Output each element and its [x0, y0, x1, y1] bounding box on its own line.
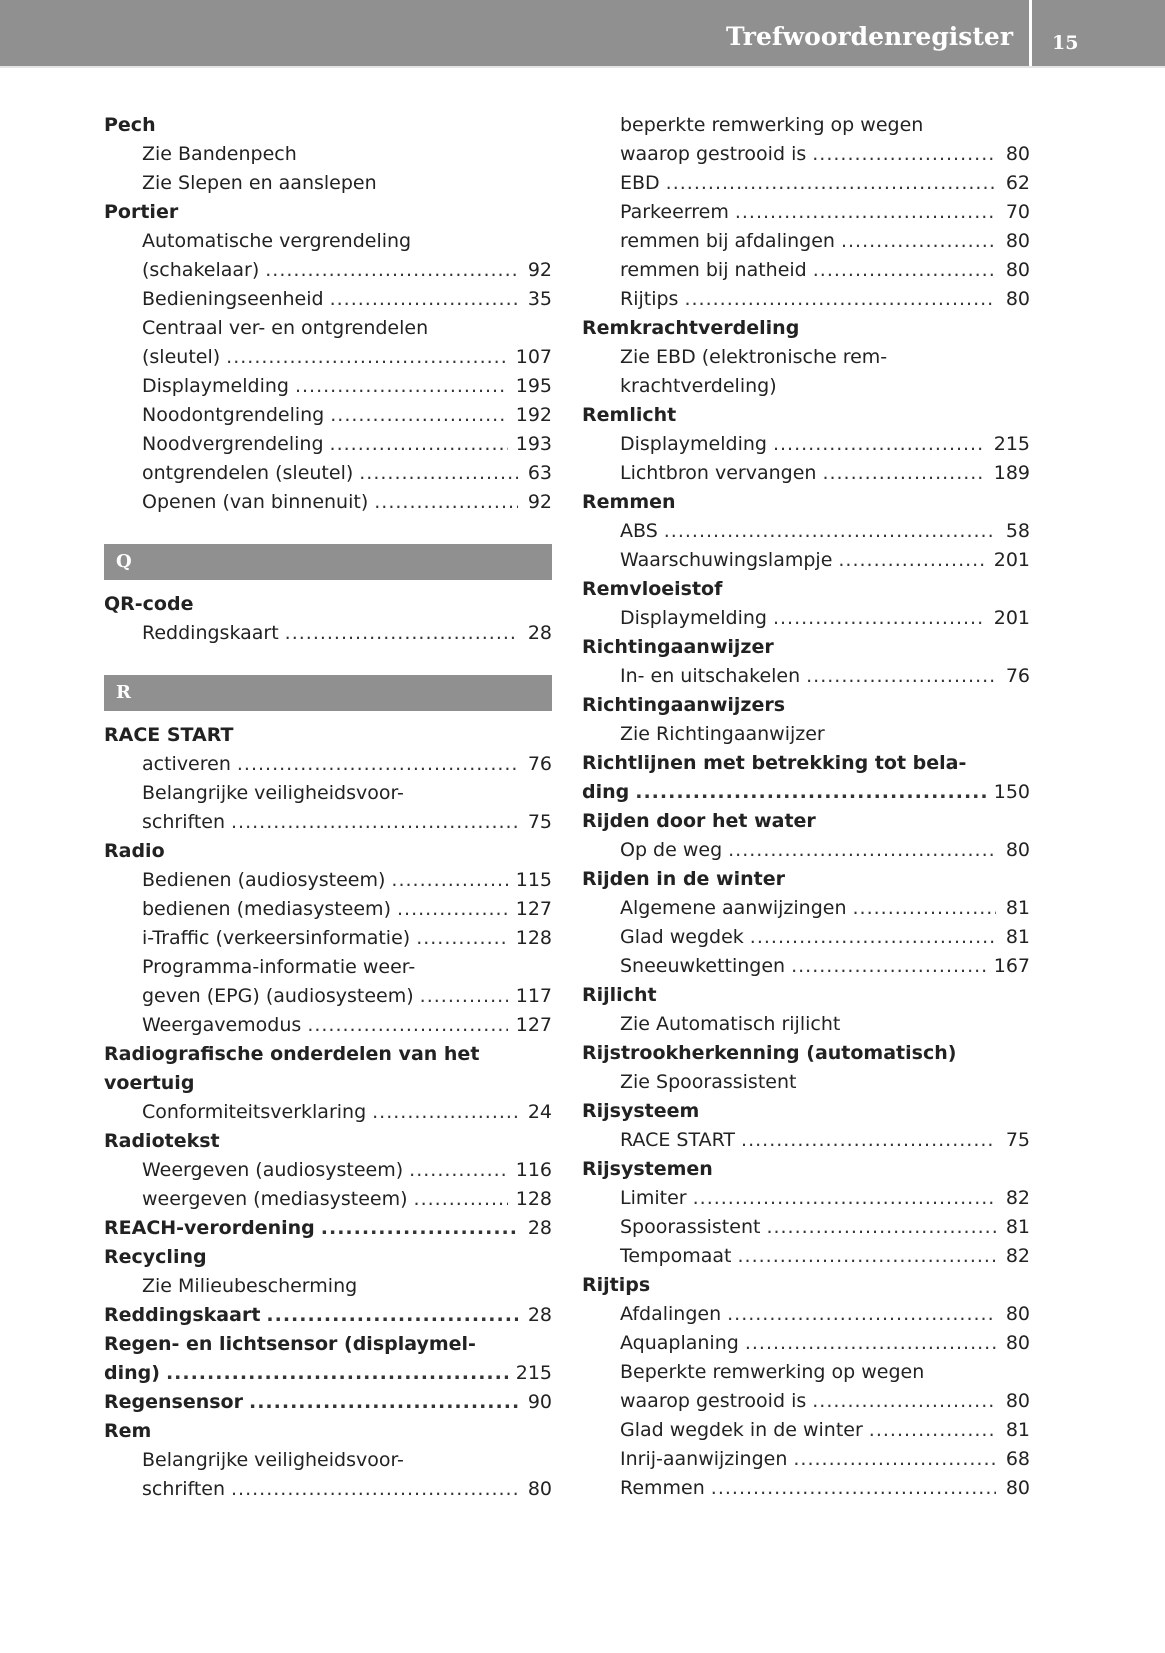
entry-text: Zie Slepen en aanslepen — [142, 172, 377, 194]
page-reference: 58 — [1005, 520, 1030, 542]
dot-leader — [330, 285, 518, 314]
index-subentry — [582, 1387, 1030, 1416]
dot-leader — [321, 1214, 518, 1243]
dot-leader — [791, 952, 986, 981]
entry-text: Beperkte remwerking op wegen — [620, 1361, 925, 1383]
entry-text: Richtingaanwijzers — [582, 694, 786, 716]
page-reference: 35 — [527, 288, 552, 310]
entry-text: Openen (van binnenuit) — [142, 491, 369, 513]
page-reference: 80 — [1005, 1477, 1030, 1499]
index-subentry — [582, 952, 1030, 981]
page-reference: 81 — [1005, 1216, 1030, 1238]
index-entry — [582, 807, 1030, 836]
index-subentry — [582, 198, 1030, 227]
entry-text: weergeven (mediasysteem) — [142, 1188, 408, 1210]
page-reference: 82 — [1005, 1187, 1030, 1209]
entry-text: Displaymelding — [620, 433, 767, 455]
dot-leader — [812, 140, 996, 169]
entry-text: Remlicht — [582, 404, 677, 426]
page-reference: 127 — [515, 1014, 552, 1036]
entry-text: Rijsysteem — [582, 1100, 700, 1122]
page-reference: 80 — [1005, 1332, 1030, 1354]
letter-heading: Q — [104, 544, 552, 580]
index-subentry — [104, 1011, 552, 1040]
entry-text: ding) — [104, 1362, 160, 1384]
index-subentry — [104, 1475, 552, 1504]
index-subentry — [104, 256, 552, 285]
index-subentry — [582, 256, 1030, 285]
index-subentry — [582, 894, 1030, 923]
entry-text: Displaymelding — [142, 375, 289, 397]
dot-leader — [745, 1329, 996, 1358]
index-subentry — [582, 1068, 1030, 1097]
page-header — [0, 0, 1165, 68]
entry-text: Belangrijke veiligheidsvoor- — [142, 782, 404, 804]
dot-leader — [869, 1416, 996, 1445]
dot-leader — [359, 459, 518, 488]
entry-text: In- en uitschakelen — [620, 665, 801, 687]
page-reference: 28 — [527, 622, 552, 644]
entry-text: RACE START — [620, 1129, 736, 1151]
entry-text: Displaymelding — [620, 607, 767, 629]
dot-leader — [420, 982, 508, 1011]
dot-leader — [664, 517, 996, 546]
entry-text: Recycling — [104, 1246, 207, 1268]
dot-leader — [841, 227, 996, 256]
index-subentry — [582, 923, 1030, 952]
page-reference: 28 — [527, 1217, 552, 1239]
page-reference: 116 — [515, 1159, 552, 1181]
entry-text: Inrij-aanwijzingen — [620, 1448, 788, 1470]
index-subentry — [582, 227, 1030, 256]
entry-text: RACE START — [104, 724, 234, 746]
entry-text: bedienen (mediasysteem) — [142, 898, 391, 920]
index-subentry — [104, 779, 552, 808]
dot-leader — [806, 662, 996, 691]
index-entry — [104, 1388, 552, 1417]
entry-text: Waarschuwingslampje — [620, 549, 833, 571]
index-subentry — [582, 1242, 1030, 1271]
entry-text: Rijtips — [582, 1274, 651, 1296]
index-subentry — [582, 343, 1030, 372]
index-entry — [104, 1069, 552, 1098]
entry-text: Remvloeistof — [582, 578, 723, 600]
index-entry — [582, 1097, 1030, 1126]
dot-leader — [237, 750, 518, 779]
index-entry — [104, 111, 552, 140]
dot-leader — [285, 619, 518, 648]
entry-text: Aquaplaning — [620, 1332, 739, 1354]
entry-text: waarop gestrooid is — [620, 1390, 807, 1412]
index-subentry — [582, 1474, 1030, 1503]
index-entry — [104, 1214, 552, 1243]
index-subentry — [104, 227, 552, 256]
entry-text: Reddingskaart — [142, 622, 279, 644]
entry-text: Regen- en lichtsensor (displaymel- — [104, 1333, 476, 1355]
index-subentry — [582, 459, 1030, 488]
entry-text: Glad wegdek in de winter — [620, 1419, 863, 1441]
page-reference: 80 — [1005, 288, 1030, 310]
index-subentry — [104, 924, 552, 953]
dot-leader — [813, 256, 996, 285]
dot-leader — [711, 1474, 996, 1503]
dot-leader — [666, 169, 996, 198]
dot-leader — [822, 459, 985, 488]
page-reference: 80 — [527, 1478, 552, 1500]
entry-text: Limiter — [620, 1187, 687, 1209]
index-subentry — [104, 808, 552, 837]
dot-leader — [728, 836, 996, 865]
index-subentry — [104, 459, 552, 488]
entry-text: Richtingaanwijzer — [582, 636, 774, 658]
page-reference: 76 — [527, 753, 552, 775]
entry-text: schriften — [142, 1478, 226, 1500]
entry-text: Lichtbron vervangen — [620, 462, 817, 484]
index-subentry — [582, 1010, 1030, 1039]
entry-text: Rijtips — [620, 288, 679, 310]
letter-heading: R — [104, 675, 552, 711]
entry-text: REACH-verordening — [104, 1217, 315, 1239]
dot-leader — [416, 924, 508, 953]
entry-text: Tempomaat — [620, 1245, 732, 1267]
index-subentry — [582, 169, 1030, 198]
entry-text: beperkte remwerking op wegen — [620, 114, 924, 136]
dot-leader — [793, 1445, 996, 1474]
entry-text: Radiografische onderdelen van het — [104, 1043, 480, 1065]
index-subentry — [582, 1416, 1030, 1445]
index-entry — [582, 749, 1030, 778]
page-reference: 24 — [527, 1101, 552, 1123]
index-entry — [582, 575, 1030, 604]
entry-text: activeren — [142, 753, 231, 775]
page-reference: 201 — [993, 549, 1030, 571]
entry-text: Op de weg — [620, 839, 723, 861]
entry-text: Remmen — [582, 491, 676, 513]
index-subentry — [582, 1300, 1030, 1329]
entry-text: Programma-informatie weer- — [142, 956, 416, 978]
page-reference: 90 — [527, 1391, 552, 1413]
page-reference: 62 — [1005, 172, 1030, 194]
index-subentry — [582, 517, 1030, 546]
dot-leader — [409, 1156, 508, 1185]
page-reference: 80 — [1005, 839, 1030, 861]
page-reference: 195 — [515, 375, 552, 397]
index-subentry — [104, 895, 552, 924]
index-subentry — [582, 1358, 1030, 1387]
entry-text: Zie Bandenpech — [142, 143, 297, 165]
index-subentry — [582, 1184, 1030, 1213]
index-subentry — [582, 372, 1030, 401]
dot-leader — [374, 488, 518, 517]
entry-text: Weergavemodus — [142, 1014, 302, 1036]
index-subentry — [104, 169, 552, 198]
index-subentry — [104, 750, 552, 779]
index-subentry — [582, 1329, 1030, 1358]
index-entry — [582, 1271, 1030, 1300]
section-title: Trefwoordenregister — [726, 22, 1013, 51]
dot-leader — [295, 372, 508, 401]
entry-text: Remmen — [620, 1477, 705, 1499]
entry-text: Automatische vergrendeling — [142, 230, 412, 252]
dot-leader — [231, 808, 518, 837]
index-entry — [582, 401, 1030, 430]
dot-leader — [693, 1184, 996, 1213]
index-entry — [104, 590, 552, 619]
index-entry — [582, 314, 1030, 343]
index-subentry — [104, 314, 552, 343]
index-subentry — [104, 866, 552, 895]
dot-leader — [738, 1242, 996, 1271]
dot-leader — [750, 923, 996, 952]
entry-text: Spoorassistent — [620, 1216, 761, 1238]
entry-text: Zie Milieubescherming — [142, 1275, 358, 1297]
page-reference: 70 — [1005, 201, 1030, 223]
page-reference: 81 — [1005, 1419, 1030, 1441]
dot-leader — [853, 894, 996, 923]
index-subentry — [104, 1446, 552, 1475]
index-entry — [104, 1301, 552, 1330]
entry-text: Rijden in de winter — [582, 868, 785, 890]
index-subentry — [104, 1272, 552, 1301]
index-subentry — [104, 982, 552, 1011]
index-subentry — [582, 662, 1030, 691]
index-subentry — [104, 1185, 552, 1214]
entry-text: Radiotekst — [104, 1130, 220, 1152]
index-subentry — [582, 430, 1030, 459]
page-reference: 80 — [1005, 1390, 1030, 1412]
page-reference: 80 — [1005, 259, 1030, 281]
page-reference: 81 — [1005, 897, 1030, 919]
page-number: 15 — [1052, 32, 1079, 54]
index-entry — [582, 981, 1030, 1010]
entry-text: Belangrijke veiligheidsvoor- — [142, 1449, 404, 1471]
index-entry — [582, 691, 1030, 720]
index-entry — [104, 1127, 552, 1156]
entry-text: Rijstrookherkenning (automatisch) — [582, 1042, 957, 1064]
dot-leader — [166, 1359, 508, 1388]
page-reference: 215 — [515, 1362, 552, 1384]
entry-text: remmen bij afdalingen — [620, 230, 835, 252]
entry-text: remmen bij natheid — [620, 259, 807, 281]
index-subentry — [582, 1213, 1030, 1242]
entry-text: Glad wegdek — [620, 926, 744, 948]
index-entry — [104, 837, 552, 866]
index-subentry — [104, 343, 552, 372]
entry-text: Zie Richtingaanwijzer — [620, 723, 825, 745]
entry-text: Bedieningseenheid — [142, 288, 324, 310]
index-subentry — [582, 720, 1030, 749]
page-reference: 76 — [1005, 665, 1030, 687]
index-subentry — [582, 1126, 1030, 1155]
index-entry — [104, 1243, 552, 1272]
entry-text: Reddingskaart — [104, 1304, 261, 1326]
dot-leader — [414, 1185, 508, 1214]
page-reference: 128 — [515, 1188, 552, 1210]
entry-text: Rijden door het water — [582, 810, 816, 832]
page-reference: 75 — [1005, 1129, 1030, 1151]
header-divider — [1029, 0, 1032, 66]
entry-text: Algemene aanwijzingen — [620, 897, 847, 919]
index-entry — [582, 1039, 1030, 1068]
page-reference: 81 — [1005, 926, 1030, 948]
dot-leader — [249, 1388, 518, 1417]
dot-leader — [838, 546, 985, 575]
dot-leader — [372, 1098, 518, 1127]
index-entry — [104, 1330, 552, 1359]
entry-text: ding — [582, 781, 630, 803]
page-reference: 92 — [527, 259, 552, 281]
page-reference: 68 — [1005, 1448, 1030, 1470]
page-reference: 193 — [515, 433, 552, 455]
dot-leader — [307, 1011, 507, 1040]
entry-text: EBD — [620, 172, 660, 194]
entry-text: Rijsystemen — [582, 1158, 713, 1180]
index-entry — [582, 488, 1030, 517]
index-subentry — [104, 285, 552, 314]
entry-text: waarop gestrooid is — [620, 143, 807, 165]
entry-text: ontgrendelen (sleutel) — [142, 462, 354, 484]
page-reference: 80 — [1005, 143, 1030, 165]
page-reference: 80 — [1005, 230, 1030, 252]
page-reference: 201 — [993, 607, 1030, 629]
index-entry — [104, 721, 552, 750]
entry-text: Zie EBD (elektronische rem- — [620, 346, 888, 368]
entry-text: Noodontgrendeling — [142, 404, 325, 426]
entry-text: ABS — [620, 520, 658, 542]
entry-text: Remkrachtverdeling — [582, 317, 800, 339]
dot-leader — [397, 895, 508, 924]
index-entry — [104, 1417, 552, 1446]
index-subentry — [104, 1098, 552, 1127]
entry-text: i-Traffic (verkeersinformatie) — [142, 927, 411, 949]
dot-leader — [330, 401, 507, 430]
index-entry — [104, 198, 552, 227]
page-reference: 115 — [515, 869, 552, 891]
page-reference: 28 — [527, 1304, 552, 1326]
entry-text: Noodvergrendeling — [142, 433, 324, 455]
page-reference: 167 — [993, 955, 1030, 977]
dot-leader — [684, 285, 996, 314]
index-subentry — [582, 1445, 1030, 1474]
page-reference: 150 — [993, 781, 1030, 803]
index-subentry — [582, 111, 1030, 140]
page-reference: 127 — [515, 898, 552, 920]
dot-leader — [391, 866, 507, 895]
index-entry — [104, 1359, 552, 1388]
page-reference: 117 — [515, 985, 552, 1007]
index-subentry — [104, 619, 552, 648]
entry-text: Sneeuwkettingen — [620, 955, 786, 977]
page-reference: 92 — [527, 491, 552, 513]
index-subentry — [104, 488, 552, 517]
index-entry — [104, 1040, 552, 1069]
dot-leader — [812, 1387, 996, 1416]
index-subentry — [104, 1156, 552, 1185]
page-reference: 75 — [527, 811, 552, 833]
entry-text: Rem — [104, 1420, 152, 1442]
entry-text: geven (EPG) (audiosysteem) — [142, 985, 414, 1007]
page-reference: 192 — [515, 404, 552, 426]
index-entry — [582, 633, 1030, 662]
index-entry — [582, 1155, 1030, 1184]
page-reference: 63 — [527, 462, 552, 484]
entry-text: Richtlijnen met betrekking tot bela- — [582, 752, 967, 774]
entry-text: Centraal ver- en ontgrendelen — [142, 317, 429, 339]
page-reference: 107 — [515, 346, 552, 368]
entry-text: (schakelaar) — [142, 259, 260, 281]
entry-text: Parkeerrem — [620, 201, 729, 223]
dot-leader — [265, 256, 518, 285]
index-entry — [582, 865, 1030, 894]
entry-text: Zie Spoorassistent — [620, 1071, 797, 1093]
dot-leader — [773, 604, 986, 633]
index-column-right — [582, 111, 1030, 1503]
dot-leader — [266, 1301, 518, 1330]
dot-leader — [727, 1300, 996, 1329]
index-subentry — [104, 372, 552, 401]
dot-leader — [766, 1213, 996, 1242]
entry-text: Portier — [104, 201, 179, 223]
entry-text: Regensensor — [104, 1391, 243, 1413]
entry-text: (sleutel) — [142, 346, 221, 368]
index-subentry — [582, 836, 1030, 865]
entry-text: Zie Automatisch rijlicht — [620, 1013, 841, 1035]
index-subentry — [582, 546, 1030, 575]
page-reference: 82 — [1005, 1245, 1030, 1267]
entry-text: Weergeven (audiosysteem) — [142, 1159, 404, 1181]
dot-leader — [226, 343, 508, 372]
entry-text: Bedienen (audiosysteem) — [142, 869, 386, 891]
entry-text: QR-code — [104, 593, 194, 615]
entry-text: schriften — [142, 811, 226, 833]
entry-text: Afdalingen — [620, 1303, 722, 1325]
dot-leader — [735, 198, 996, 227]
entry-text: Conformiteitsverklaring — [142, 1101, 367, 1123]
entry-text: Radio — [104, 840, 165, 862]
page-reference: 215 — [993, 433, 1030, 455]
entry-text: voertuig — [104, 1072, 195, 1094]
index-subentry — [582, 140, 1030, 169]
dot-leader — [741, 1126, 996, 1155]
index-column-left — [104, 111, 552, 1504]
dot-leader — [330, 430, 508, 459]
index-subentry — [582, 604, 1030, 633]
dot-leader — [773, 430, 986, 459]
entry-text: krachtverdeling) — [620, 375, 777, 397]
index-subentry — [104, 401, 552, 430]
page-reference: 189 — [993, 462, 1030, 484]
page-reference: 128 — [515, 927, 552, 949]
index-subentry — [582, 285, 1030, 314]
index-subentry — [104, 140, 552, 169]
index-subentry — [104, 953, 552, 982]
entry-text: Pech — [104, 114, 156, 136]
page-reference: 80 — [1005, 1303, 1030, 1325]
index-subentry — [104, 430, 552, 459]
dot-leader — [231, 1475, 518, 1504]
index-entry — [582, 778, 1030, 807]
dot-leader — [635, 778, 985, 807]
entry-text: Rijlicht — [582, 984, 657, 1006]
